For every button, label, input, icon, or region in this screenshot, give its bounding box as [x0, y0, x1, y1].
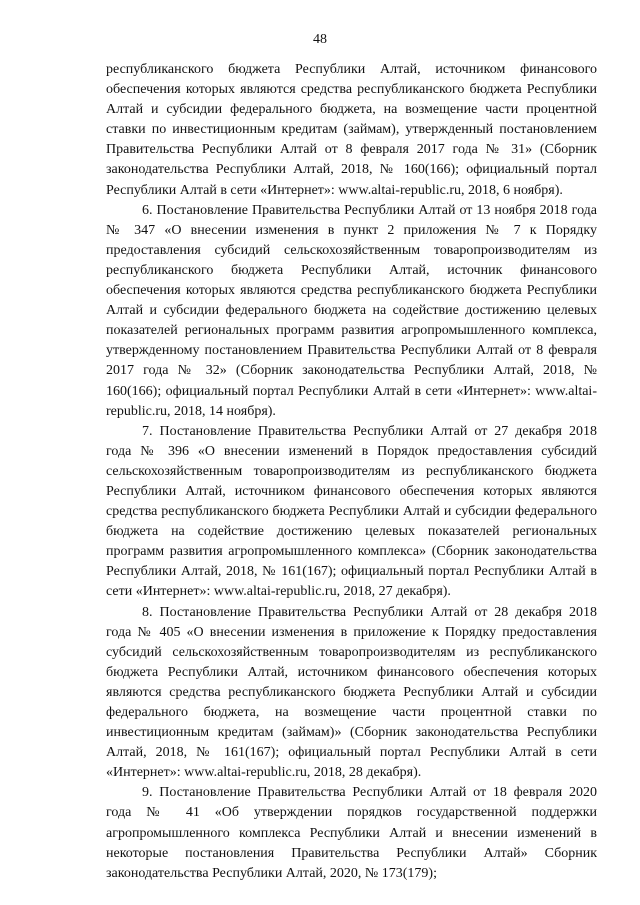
document-body	[106, 60, 597, 884]
paragraph-item-8: 8. Постановление Правительства Республики Алтай от 28 декабря 2018 года № 405 «О внесении изменения в приложение к Порядку предоставления субсидий сельскохозяйственным товаропроизводителям из республиканского бюджета Республики Алтай, источником финансового обеспечения которых являются средства республиканского бюджета Республики Алтай и субсидии федерального бюджета, на возмещение части процентной ставки по инвестиционным кредитам (займам)» (Сборник законодательства Республики Алтай, 2018, № 161(167); официальный портал Республики Алтай в сети «Интернет»: www.altai-republic.ru, 2018, 28 декабря).	[106, 604, 597, 781]
paragraph-item-7: 7. Постановление Правительства Республики Алтай от 27 декабря 2018 года № 396 «О внесении изменений в Порядок предоставления субсидий сельскохозяйственным товаропроизводителям из республиканского бюджета Республики Алтай, источником финансового обеспечения которых являются средства республиканского бюджета Республики Алтай и субсидии федерального бюджета на содействие достижению целевых показателей региональных программ развития агропромышленного комплекса» (Сборник законодательства Республики Алтай, 2018, № 161(167); официальный портал Республики Алтай в сети «Интернет»: www.altai-republic.ru, 2018, 27 декабря).	[106, 423, 597, 600]
page-number: 48	[313, 32, 327, 47]
paragraph-item-9: 9. Постановление Правительства Республики Алтай от 18 февраля 2020 года № 41 «Об утверждении порядков государственной поддержки агропромышленного комплекса Республики Алтай и внесении изменений в некоторые постановления Правительства Республики Алтай» Сборник законодательства Республики Алтай, 2020, № 173(179);	[106, 785, 597, 881]
paragraph-item-6: 6. Постановление Правительства Республики Алтай от 13 ноября 2018 года № 347 «О внесении изменения в пункт 2 приложения № 7 к Порядку предоставления субсидий сельскохозяйственным товаропроизводителям из республиканского бюджета Республики Алтай, источник финансового обеспечения которых являются средства республиканского бюджета Республики Алтай и субсидии федерального бюджета на содействие достижению целевых показателей региональных программ развития агропромышленного комплекса, утвержденному постановлением Правительства Республики Алтай от 8 февраля 2017 года № 32» (Сборник законодательства Республики Алтай, 2018, № 160(166); официальный портал Республики Алтай в сети «Интернет»: www.altai-republic.ru, 2018, 14 ноября).	[106, 202, 597, 419]
paragraph-continuation: республиканского бюджета Республики Алтай, источником финансового обеспечения которых являются средства республиканского бюджета Республики Алтай и субсидии федерального бюджета, на возмещение части процентной ставки по инвестиционным кредитам (займам), утвержденный постановлением Правительства Республики Алтай от 8 февраля 2017 года № 31» (Сборник законодательства Республики Алтай, 2018, № 160(166); официальный портал Республики Алтай в сети «Интернет»: www.altai-republic.ru, 2018, 6 ноября).	[106, 62, 597, 198]
